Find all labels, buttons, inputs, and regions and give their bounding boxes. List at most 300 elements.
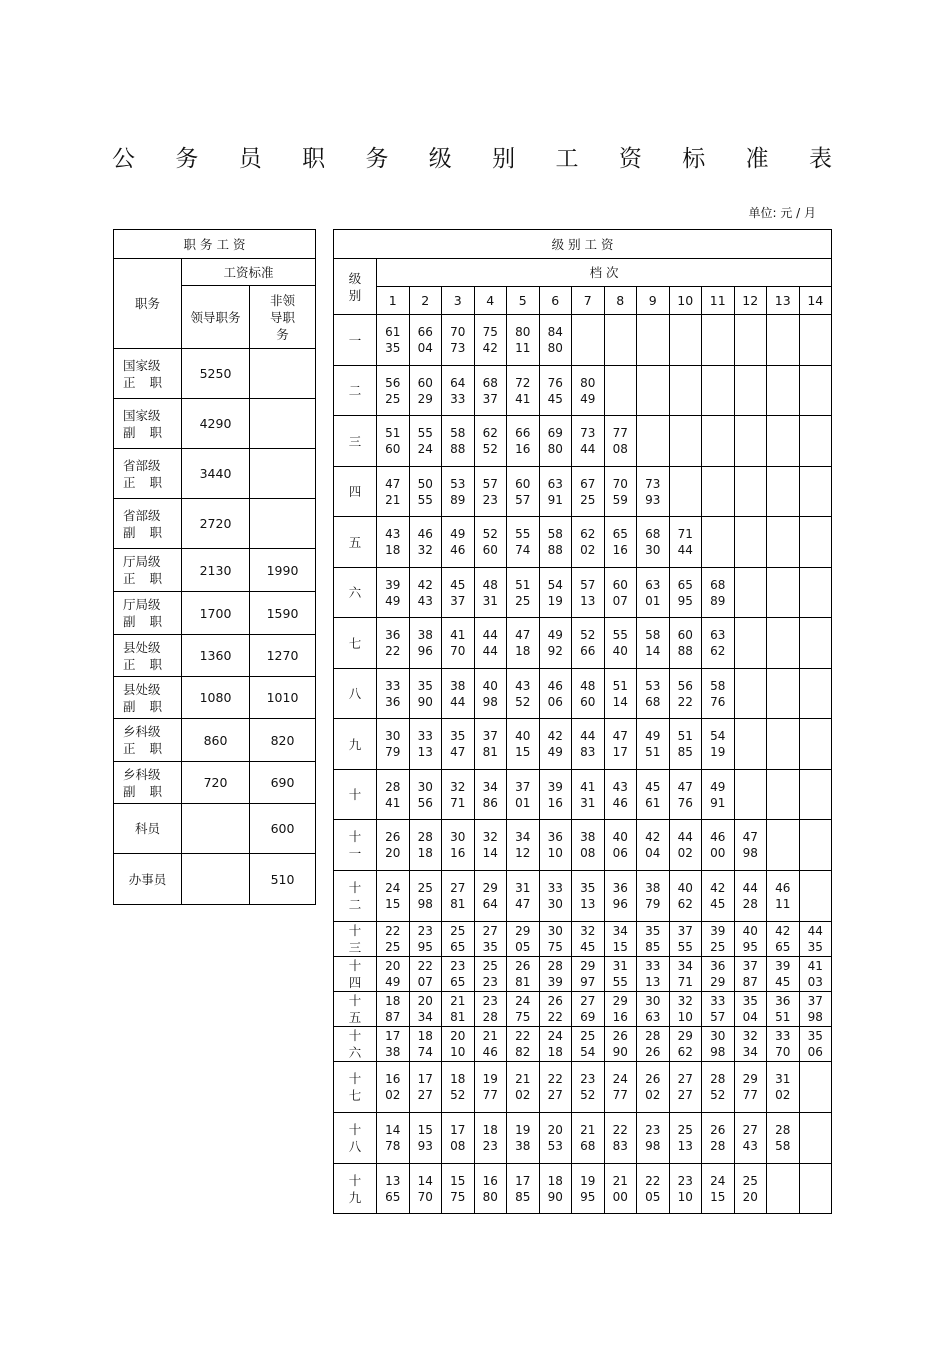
level-salary-value <box>799 820 832 871</box>
salary-digits: 24 <box>710 1173 726 1188</box>
level-salary-value <box>767 416 800 467</box>
level-salary-value <box>604 770 637 820</box>
level-salary-value <box>409 1027 442 1062</box>
level-label <box>334 871 377 922</box>
salary-digits: 62 <box>677 1045 693 1059</box>
position-cell <box>114 635 182 677</box>
salary-digits: 23 <box>482 994 498 1008</box>
salary-digits: 64 <box>482 897 498 911</box>
salary-digits: 28 <box>482 1010 498 1024</box>
salary-digits: 48 <box>482 577 498 592</box>
level-salary-value <box>604 467 637 517</box>
position-name: 乡科级 <box>123 766 161 782</box>
level-salary-value <box>604 719 637 770</box>
level-salary-table <box>333 229 832 1214</box>
salary-digits: 49 <box>710 779 726 794</box>
level-salary-value <box>474 1164 507 1214</box>
level-salary-value <box>767 517 800 568</box>
salary-digits: 43 <box>742 1139 758 1153</box>
level-salary-value <box>702 315 735 366</box>
salary-digits: 56 <box>417 795 433 810</box>
salary-digits: 40 <box>742 924 758 938</box>
salary-digits: 47 <box>515 628 531 642</box>
level-salary-value <box>507 992 540 1027</box>
level-salary-value <box>442 1027 475 1062</box>
salary-digits: 60 <box>612 577 628 592</box>
level-salary-value <box>604 922 637 957</box>
salary-digits: 31 <box>580 795 596 810</box>
salary-digits: 37 <box>482 391 498 406</box>
salary-digits: 37 <box>807 994 823 1008</box>
salary-digits: 39 <box>775 959 791 973</box>
grade-number: 5 <box>507 287 540 315</box>
salary-digits: 25 <box>482 959 498 973</box>
salary-digits: 41 <box>807 959 823 973</box>
salary-digits: 40 <box>612 830 628 844</box>
salary-digits: 27 <box>742 1123 758 1137</box>
salary-digits: 47 <box>677 779 693 794</box>
salary-digits: 26 <box>385 830 401 844</box>
level-salary-value <box>409 315 442 366</box>
salary-digits: 66 <box>417 325 433 339</box>
salary-digits: 49 <box>645 729 661 743</box>
grade-number: 8 <box>604 287 637 315</box>
leader-salary: 1700 <box>182 592 250 635</box>
salary-digits: 29 <box>580 959 596 973</box>
salary-digits: 02 <box>515 1088 531 1102</box>
salary-digits: 49 <box>385 593 401 608</box>
position-rank: 正职 <box>123 656 177 672</box>
salary-digits: 70 <box>450 325 466 339</box>
level-salary-value <box>474 366 507 416</box>
level-salary-value <box>734 1164 767 1214</box>
salary-digits: 54 <box>710 729 726 743</box>
level-salary-value <box>669 315 702 366</box>
salary-digits: 25 <box>580 1029 596 1043</box>
nonleader-salary: 690 <box>250 762 316 804</box>
salary-digits: 76 <box>677 795 693 810</box>
leader-column-header: 领导职务 <box>182 286 250 349</box>
level-salary-value <box>507 568 540 618</box>
position-rank: 副职 <box>123 783 177 799</box>
level-salary-value <box>572 1027 605 1062</box>
salary-digits: 69 <box>547 426 563 440</box>
level-salary-value <box>409 669 442 719</box>
salary-digits: 46 <box>450 543 466 557</box>
level-salary-value <box>734 719 767 770</box>
level-salary-value <box>734 568 767 618</box>
salary-digits: 18 <box>547 1173 563 1188</box>
nonleader-salary: 1010 <box>250 677 316 719</box>
position-name: 厅局级 <box>123 554 161 569</box>
level-label <box>334 820 377 871</box>
salary-digits: 20 <box>385 959 401 973</box>
salary-digits: 91 <box>547 492 563 507</box>
salary-digits: 64 <box>450 375 466 390</box>
page-title <box>112 143 832 175</box>
salary-digits: 32 <box>482 830 498 844</box>
salary-digits: 57 <box>482 476 498 491</box>
level-salary-value <box>572 568 605 618</box>
salary-digits: 19 <box>710 745 726 759</box>
level-char: 六 <box>348 1045 362 1060</box>
salary-digits: 08 <box>580 846 596 860</box>
salary-digits: 37 <box>742 959 758 973</box>
salary-digits: 53 <box>645 678 661 693</box>
level-salary-value <box>799 517 832 568</box>
nonleader-salary: 510 <box>250 854 316 905</box>
salary-digits: 63 <box>710 628 726 642</box>
salary-digits: 02 <box>645 1088 661 1102</box>
salary-digits: 85 <box>677 745 693 759</box>
level-salary-value <box>474 517 507 568</box>
salary-digits: 23 <box>482 975 498 989</box>
level-salary-value <box>767 618 800 669</box>
level-salary-value <box>507 517 540 568</box>
salary-digits: 89 <box>450 492 466 507</box>
level-salary-value <box>637 1113 670 1164</box>
salary-digits: 24 <box>515 994 531 1008</box>
level-salary-value <box>669 922 702 957</box>
salary-digits: 07 <box>417 975 433 989</box>
salary-digits: 69 <box>580 1010 596 1024</box>
salary-digits: 36 <box>547 830 563 844</box>
position-rank: 正职 <box>123 571 177 586</box>
salary-digits: 81 <box>482 745 498 759</box>
level-salary-value <box>377 517 410 568</box>
salary-digits: 68 <box>710 577 726 592</box>
level-salary-value <box>702 820 735 871</box>
salary-digits: 29 <box>515 924 531 938</box>
salary-digits: 23 <box>645 1123 661 1137</box>
level-salary-value <box>637 467 670 517</box>
level-salary-value <box>799 719 832 770</box>
level-salary-value <box>637 820 670 871</box>
level-salary-value <box>767 467 800 517</box>
salary-digits: 34 <box>677 959 693 973</box>
level-salary-value <box>539 315 572 366</box>
level-salary-value <box>637 770 670 820</box>
leader-salary <box>182 854 250 905</box>
level-salary-value <box>377 992 410 1027</box>
salary-digits: 45 <box>547 391 563 406</box>
level-salary-value <box>507 719 540 770</box>
level-salary-value <box>507 1164 540 1214</box>
salary-digits: 62 <box>482 426 498 440</box>
salary-digits: 04 <box>742 1010 758 1024</box>
salary-digits: 42 <box>417 577 433 592</box>
position-cell <box>114 349 182 399</box>
level-salary-value <box>637 416 670 467</box>
salary-digits: 23 <box>482 492 498 507</box>
salary-digits: 46 <box>547 678 563 693</box>
salary-digits: 23 <box>450 959 466 973</box>
level-salary-value <box>799 957 832 992</box>
salary-digits: 58 <box>710 678 726 693</box>
level-salary-value <box>702 770 735 820</box>
level-char: 三 <box>348 433 362 449</box>
salary-digits: 32 <box>742 1029 758 1043</box>
salary-digits: 21 <box>515 1072 531 1086</box>
salary-digits: 15 <box>417 1123 433 1137</box>
level-char: 十 <box>348 1028 362 1043</box>
level-salary-value <box>604 1027 637 1062</box>
level-salary-value <box>474 719 507 770</box>
salary-digits: 04 <box>417 341 433 355</box>
level-salary-value <box>539 568 572 618</box>
level-char: 七 <box>348 1088 362 1103</box>
salary-digits: 15 <box>612 940 628 954</box>
level-salary-value <box>702 871 735 922</box>
salary-digits: 13 <box>385 1173 401 1188</box>
salary-digits: 16 <box>612 1010 628 1024</box>
level-salary-value <box>539 618 572 669</box>
position-rank: 副职 <box>123 698 177 714</box>
salary-digits: 60 <box>677 628 693 642</box>
level-salary-value <box>539 467 572 517</box>
salary-digits: 76 <box>710 694 726 709</box>
level-char: 六 <box>348 585 362 600</box>
position-column-header: 职务 <box>114 259 182 349</box>
level-salary-value <box>442 517 475 568</box>
level-salary-value <box>637 922 670 957</box>
salary-digits: 31 <box>482 593 498 608</box>
level-salary-value <box>572 1113 605 1164</box>
salary-digits: 46 <box>775 881 791 895</box>
level-salary-value <box>474 992 507 1027</box>
level-label <box>334 1062 377 1113</box>
position-rank: 副职 <box>123 524 177 540</box>
salary-digits: 37 <box>450 593 466 608</box>
salary-digits: 22 <box>417 959 433 973</box>
salary-digits: 11 <box>515 341 531 355</box>
position-cell <box>114 677 182 719</box>
grade-number: 1 <box>377 287 410 315</box>
level-salary-value <box>507 1062 540 1113</box>
grade-number: 10 <box>669 287 702 315</box>
level-salary-value <box>734 416 767 467</box>
salary-digits: 00 <box>612 1189 628 1204</box>
salary-digits: 44 <box>450 694 466 709</box>
salary-digits: 71 <box>677 975 693 989</box>
title-char: 公 <box>112 146 135 172</box>
salary-digits: 36 <box>385 628 401 642</box>
salary-digits: 37 <box>515 779 531 794</box>
salary-digits: 42 <box>482 341 498 355</box>
level-salary-value <box>474 957 507 992</box>
level-salary-value <box>539 1164 572 1214</box>
salary-digits: 35 <box>807 940 823 954</box>
salary-digits: 10 <box>677 1189 693 1204</box>
level-salary-value <box>539 770 572 820</box>
level-label <box>334 669 377 719</box>
salary-digits: 39 <box>547 779 563 794</box>
level-salary-value <box>409 467 442 517</box>
level-salary-value <box>442 618 475 669</box>
salary-digits: 52 <box>580 628 596 642</box>
salary-digits: 55 <box>677 940 693 954</box>
level-salary-value <box>604 1113 637 1164</box>
salary-digits: 02 <box>677 846 693 860</box>
leader-salary: 720 <box>182 762 250 804</box>
salary-digits: 98 <box>710 1045 726 1059</box>
salary-digits: 55 <box>515 527 531 541</box>
salary-digits: 47 <box>450 745 466 759</box>
salary-digits: 70 <box>612 476 628 491</box>
salary-digits: 12 <box>515 846 531 860</box>
salary-digits: 63 <box>547 476 563 491</box>
level-salary-value <box>474 922 507 957</box>
level-salary-value <box>604 315 637 366</box>
level-salary-value <box>539 820 572 871</box>
salary-digits: 45 <box>645 779 661 794</box>
level-salary-value <box>669 770 702 820</box>
salary-digits: 49 <box>385 975 401 989</box>
salary-digits: 62 <box>677 897 693 911</box>
level-salary-value <box>767 992 800 1027</box>
salary-digits: 57 <box>580 577 596 592</box>
position-rank: 副职 <box>123 614 177 629</box>
level-salary-value <box>637 1027 670 1062</box>
level-salary-value <box>734 618 767 669</box>
salary-digits: 75 <box>515 1010 531 1024</box>
level-salary-value <box>409 517 442 568</box>
level-salary-value <box>539 1062 572 1113</box>
salary-digits: 53 <box>450 476 466 491</box>
salary-digits: 31 <box>612 959 628 973</box>
level-salary-value <box>377 416 410 467</box>
level-salary-value <box>409 568 442 618</box>
level-salary-value <box>604 517 637 568</box>
salary-digits: 02 <box>385 1088 401 1102</box>
salary-digits: 21 <box>580 1123 596 1137</box>
grade-number: 6 <box>539 287 572 315</box>
level-salary-value <box>734 820 767 871</box>
salary-digits: 96 <box>612 897 628 911</box>
level-salary-value <box>669 517 702 568</box>
salary-digits: 22 <box>385 644 401 658</box>
leader-salary: 3440 <box>182 449 250 499</box>
level-label <box>334 568 377 618</box>
level-label <box>334 719 377 770</box>
level-char: 一 <box>348 332 362 348</box>
level-salary-value <box>734 1113 767 1164</box>
salary-digits: 65 <box>450 975 466 989</box>
level-salary-value <box>572 416 605 467</box>
level-salary-value <box>702 992 735 1027</box>
level-char: 十 <box>348 923 362 938</box>
salary-digits: 61 <box>385 325 401 339</box>
position-name: 省部级 <box>123 457 161 473</box>
level-salary-value <box>637 1164 670 1214</box>
level-label <box>334 992 377 1027</box>
salary-digits: 75 <box>482 325 498 339</box>
salary-digits: 25 <box>450 924 466 938</box>
salary-digits: 44 <box>482 644 498 658</box>
level-salary-value <box>669 992 702 1027</box>
salary-digits: 51 <box>612 678 628 693</box>
level-salary-value <box>702 1113 735 1164</box>
salary-digits: 60 <box>417 375 433 390</box>
salary-digits: 65 <box>677 577 693 592</box>
salary-digits: 02 <box>775 1088 791 1102</box>
level-salary-value <box>702 467 735 517</box>
position-name: 国家级 <box>123 357 161 373</box>
salary-digits: 27 <box>580 994 596 1008</box>
salary-digits: 71 <box>450 795 466 810</box>
salary-digits: 18 <box>515 644 531 658</box>
salary-digits: 05 <box>515 940 531 954</box>
salary-digits: 23 <box>677 1173 693 1188</box>
level-salary-value <box>604 618 637 669</box>
salary-digits: 25 <box>677 1123 693 1137</box>
salary-digits: 93 <box>645 492 661 507</box>
salary-digits: 28 <box>645 1029 661 1043</box>
level-salary-value <box>799 871 832 922</box>
level-salary-value <box>409 618 442 669</box>
salary-digits: 68 <box>580 1139 596 1153</box>
level-salary-value <box>702 719 735 770</box>
salary-digits: 33 <box>450 391 466 406</box>
level-salary-value <box>572 1062 605 1113</box>
salary-digits: 19 <box>482 1072 498 1086</box>
nonleader-salary: 1990 <box>250 549 316 592</box>
leader-salary: 860 <box>182 719 250 762</box>
salary-digits: 52 <box>450 1088 466 1102</box>
level-salary-value <box>442 922 475 957</box>
salary-digits: 80 <box>547 442 563 456</box>
level-salary-value <box>474 467 507 517</box>
salary-digits: 17 <box>515 1173 531 1188</box>
level-salary-value <box>572 957 605 992</box>
salary-digits: 68 <box>482 375 498 390</box>
salary-digits: 58 <box>450 426 466 440</box>
salary-digits: 14 <box>385 1123 401 1137</box>
salary-digits: 29 <box>742 1072 758 1086</box>
salary-digits: 47 <box>385 476 401 491</box>
salary-digits: 38 <box>645 881 661 895</box>
salary-digits: 45 <box>580 940 596 954</box>
salary-digits: 33 <box>547 881 563 895</box>
level-salary-value <box>799 467 832 517</box>
salary-digits: 28 <box>742 897 758 911</box>
level-salary-value <box>442 719 475 770</box>
level-label <box>334 922 377 957</box>
level-salary-value <box>734 669 767 719</box>
level-salary-value <box>442 820 475 871</box>
level-salary-value <box>442 1113 475 1164</box>
level-salary-value <box>669 669 702 719</box>
salary-digits: 87 <box>742 975 758 989</box>
salary-digits: 32 <box>677 994 693 1008</box>
salary-digits: 27 <box>547 1088 563 1102</box>
position-name: 乡科级 <box>123 724 161 739</box>
salary-digits: 45 <box>775 975 791 989</box>
salary-digits: 23 <box>580 1072 596 1086</box>
salary-digits: 80 <box>515 325 531 339</box>
salary-digits: 21 <box>482 1029 498 1043</box>
salary-digits: 34 <box>612 924 628 938</box>
salary-digits: 54 <box>580 1045 596 1059</box>
salary-digits: 36 <box>612 881 628 895</box>
salary-digits: 46 <box>710 830 726 844</box>
level-salary-value <box>539 957 572 992</box>
title-char: 别 <box>492 146 516 172</box>
position-rank: 正职 <box>123 474 177 490</box>
salary-digits: 46 <box>482 1045 498 1059</box>
level-salary-value <box>409 719 442 770</box>
salary-digits: 33 <box>645 959 661 973</box>
